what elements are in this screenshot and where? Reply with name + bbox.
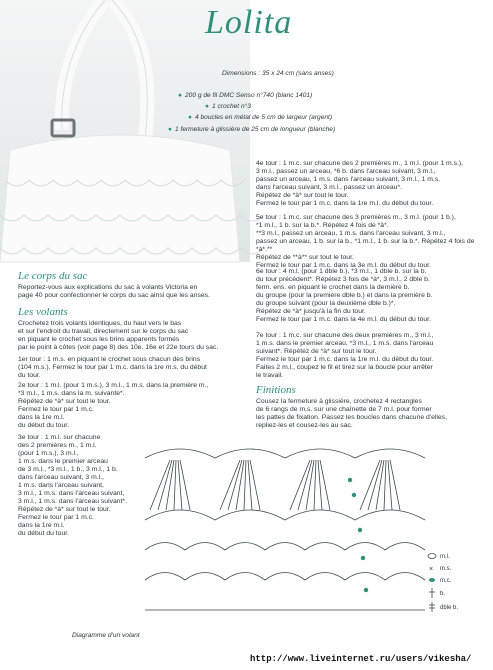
corps-text: Reportez-vous aux explications du sac à volants Victoria en page 40 pour confectionner le corps du sac ainsi que les anses. — [18, 284, 210, 299]
material-item: ● 1 fermeture à glissière de 25 cm de longueur (blanche) — [168, 125, 336, 133]
volants-intro: Crochetez trois volants identiques, du haut vers le bas et sur l'endroit du travail, directement sur le corps du sac en piquant le crochet sous les brins apparents formés par le point à côtes (voir page 8) des 10e, 16e et 22e tours du sac. — [18, 320, 219, 351]
material-item: ● 4 boucles en métal de 5 cm de largeur (argent) — [188, 114, 333, 122]
svg-text:dble b.: dble b. — [440, 605, 459, 611]
material-item: ● 200 g de fil DMC Senso n°740 (blanc 1401) — [178, 92, 313, 99]
svg-text:×: × — [429, 566, 434, 573]
corps-heading: Le corps du sac — [18, 270, 88, 282]
diagram-legend — [428, 554, 458, 613]
bullet-icon: ● — [188, 114, 192, 122]
crochet-diagram — [140, 440, 459, 630]
finitions-heading: Finitions — [256, 384, 296, 396]
svg-text:m.c.: m.c. — [440, 578, 452, 584]
svg-text:m.s.: m.s. — [440, 566, 452, 572]
svg-text:m.l.: m.l. — [440, 554, 450, 560]
bullet-icon: ● — [178, 92, 182, 99]
tour-6: 6e tour : 4 m.l. (pour 1 dble b.), *3 m.l., 1 dble b. sur la b. du tour précédent*. Répétez 3 fois de *à*, 3 m.l., 2 dble b. ferm. ens. en piquant le crochet dans la dernière b. du groupe (pour la première dble b.) et dans la première b. du groupe suivant (pour la deuxième dble b.)*. Répétez de *à* jusqu'à la fin du tour. Fermez le tour par 1 m.c. dans la 4e m.l. du début du tour. — [256, 268, 433, 323]
material-item: ● 1 crochet n°3 — [205, 103, 251, 111]
bullet-icon: ● — [168, 125, 172, 133]
materials-list — [168, 92, 488, 134]
fan-row-top — [150, 460, 400, 510]
pattern-title: Lolita — [205, 4, 293, 41]
diagram-caption: Diagramme d'un volant — [72, 632, 140, 639]
finitions-text: Cousez la fermeture à glissière, crochetez 4 rectangles de 6 rangs de m.s. sur une chaînette de 7 m.l. pour former les pattes de fixation. Passez les boucles dans chacune d'elles, repliez-les et cousez-les au sac. — [256, 398, 447, 429]
footer-url: http://www.liveinternet.ru/users/vikesha/ — [250, 654, 472, 664]
volants-tour-1: 1er tour : 1 m.s. en piquant le crochet sous chacun des brins (104 m.s.). Fermez le tour par 1 m.c. dans la 1re m.s. du début du tour. — [18, 356, 207, 379]
volants-tour-2: 2e tour : 1 m.l. (pour 1 m.s.), 3 m.l., 1 m.s. dans la première m., *3 m.l., 1 m.s. dans la m. suivante*. Répétez de *à* sur tout le tour. Fermez le tour par 1 m.c. dans la 1re m.l. du début du tour. — [18, 382, 209, 429]
tour-4: 4e tour : 1 m.c. sur chacune des 2 premières m., 1 m.l. (pour 1 m.s.), 3 m.l., passez un arceau, *6 b. dans l'arceau suivant, 3 m.l., passez un arceau, 1 m.s. dans l'arceau suivant, 3 m.l., 1 m.s. dans l'arceau suivant, 3 m.l., passez un arceau*. Répétez de *à* sur tout le tour. Fermez le tour par 1 m.c. dans la 1re m.l. du début du tour. — [256, 160, 464, 207]
svg-text:b.: b. — [440, 591, 446, 597]
dimensions: Dimensions : 35 x 24 cm (sans anses) — [222, 70, 334, 77]
volants-tour-3: 3e tour : 1 m.l. sur chacune des 2 premières m., 1 m.l. (pour 1 m.s.), 3 m.l., 1 m.s. dans le premier arceau de 3 m.l., *3 m.l., 1 b., 3 m.l., 1 b. dans l'arceau suivant, 3 m.l., 1 m.s. dans l'arceau suivant, 3 m.l., 1 m.s. dans l'arceau suivant, 3 m.l., 1 m.s. dans l'arceau suivant*. Répétez de *à* sur tout le tour. Fermez le tour par 1 m.c. dans la 1re m.l. du début du tour. — [18, 434, 127, 537]
bullet-icon: ● — [205, 103, 209, 111]
tour-5: 5e tour : 1 m.c. sur chacune des 3 premières m., 3 m.l. (pour 1 b.), *1 m.l., 1 b. sur la b.*. Répétez 4 fois de *à*. **3 m.l., passez un arceau, 1 m.s. dans l'arceau suivant, 3 m.l., passez un arceau, 1 b. sur la b., *1 m.l., 1 b. sur la b.*. Répétez 4 fois de *à*.** Répétez de **à** sur tout le tour. Fermez le tour par 1 m.c. dans la 3e m.l. du début du tour. — [256, 214, 475, 269]
volants-heading: Les volants — [18, 306, 68, 318]
tour-7: 7e tour : 1 m.c. sur chacune des deux premières m., 3 m.l., 1 m.s. dans le premier arceau, *3 m.l., 1 m.s. dans l'arceau suivant*. Répétez de *à* sur tout le tour. Fermez le tour par 1 m.c. dans la 1re m.l. du début du tour. Faites 2 m.l., coupez le fil et tirez sur la boucle pour arrêter le travail. — [256, 332, 434, 379]
